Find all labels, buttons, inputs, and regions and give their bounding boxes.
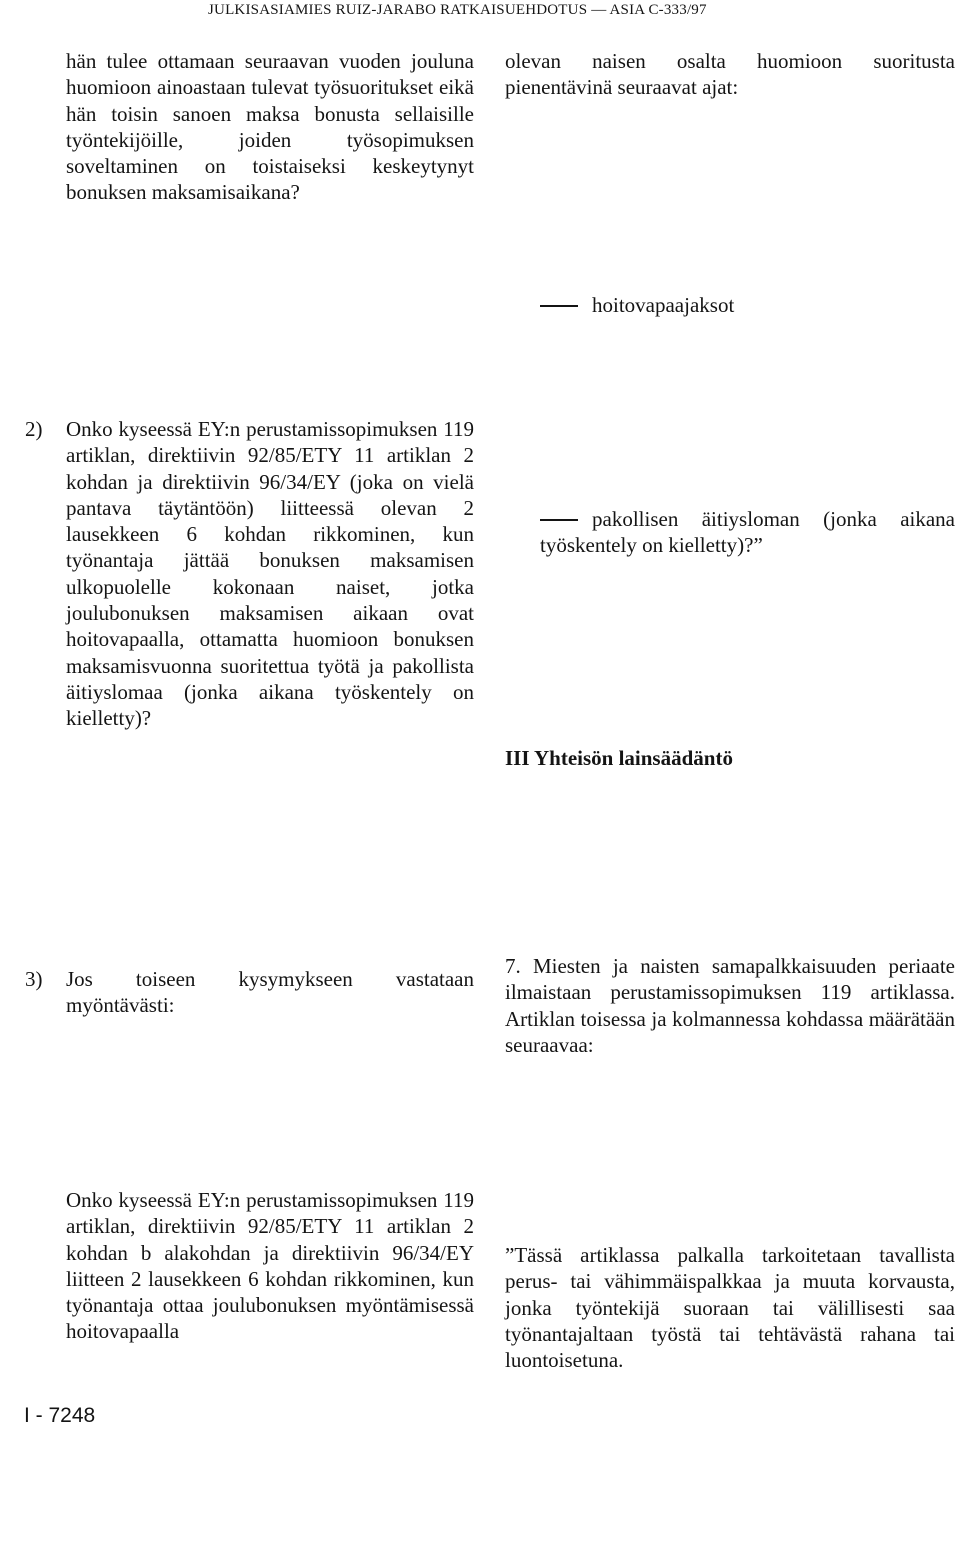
question-3-sub-text: Onko kyseessä EY:n perustamissopimuksen 119 artiklan, direktiivin 92/85/ETY 11 artiklan 2 kohdan b alakohdan ja direktiivin 96/34/EY liitteen 2 lausekkeen 6 kohdan rikkominen, kun työnantaja ottaa joulubonuksen myöntämisessä hoitovapaalla <box>66 1188 474 1344</box>
em-dash <box>540 519 578 521</box>
question-2-text: Onko kyseessä EY:n perustamissopimuksen 119 artiklan, direktiivin 92/85/ETY 11 artiklan 2 kohdan ja direktiivin 96/34/EY (joka on vielä pantava täytäntöön) liitteessä olevan 2 lausekkeen 6 kohdan rikkominen, kun työnantaja jättää bonuksen maksamisen ulkopuolelle kokonaan naiset, jotka joulubonuksen maksamisen aikaan ovat hoitovapaalla, ottamatta huomioon bonuksen maksamisvuonna suoritettua työtä ja pakollista äitiyslomaa (jonka aikana työskentely on kielletty)? <box>66 417 474 731</box>
page-number: I - 7248 <box>24 1404 96 1427</box>
question-3-text: Jos toiseen kysymykseen vastataan myöntävästi: <box>66 967 474 1018</box>
section-heading: III Yhteisön lainsäädäntö <box>505 746 733 770</box>
dash-item-text: pakollisen äitiysloman (jonka aikana työskentely on kielletty)?” <box>540 507 955 558</box>
dash-item-leave-periods <box>540 292 734 318</box>
em-dash <box>540 305 578 307</box>
right-para-continued: olevan naisen osalta huomioon suoritusta pienentävinä seuraavat ajat: <box>505 49 955 100</box>
paragraph-7: 7. Miesten ja naisten samapalkkaisuuden periaate ilmaistaan perustamissopimuksen 119 artiklassa. Artiklan toisessa ja kolmannessa kohdassa määrätään seuraavaa: <box>505 954 955 1057</box>
question-2-number: 2) <box>25 417 43 441</box>
left-para-continued: hän tulee ottamaan seuraavan vuoden jouluna huomioon ainoastaan tulevat työsuoritukset eikä hän toisin sanoen maksa bonusta sellaisille työntekijöille, joiden työsopimuksen soveltaminen on toistaiseksi keskeytynyt bonuksen maksamisaikana? <box>66 49 474 205</box>
dash-item-text: hoitovapaajaksot <box>592 293 735 317</box>
question-3-number: 3) <box>25 967 43 991</box>
quoted-article-text: ”Tässä artiklassa palkalla tarkoitetaan tavallista perus- tai vähimmäispalkkaa ja muuta korvausta, jonka työntekijä suoraan tai välillisesti saa työnantajaltaan työstä tai tehtävästä rahana tai luontoisetuna. <box>505 1243 955 1373</box>
running-header: JULKISASIAMIES RUIZ-JARABO RATKAISUEHDOTUS — ASIA C-333/97 <box>208 2 707 18</box>
dash-item-maternity-leave <box>540 506 955 559</box>
